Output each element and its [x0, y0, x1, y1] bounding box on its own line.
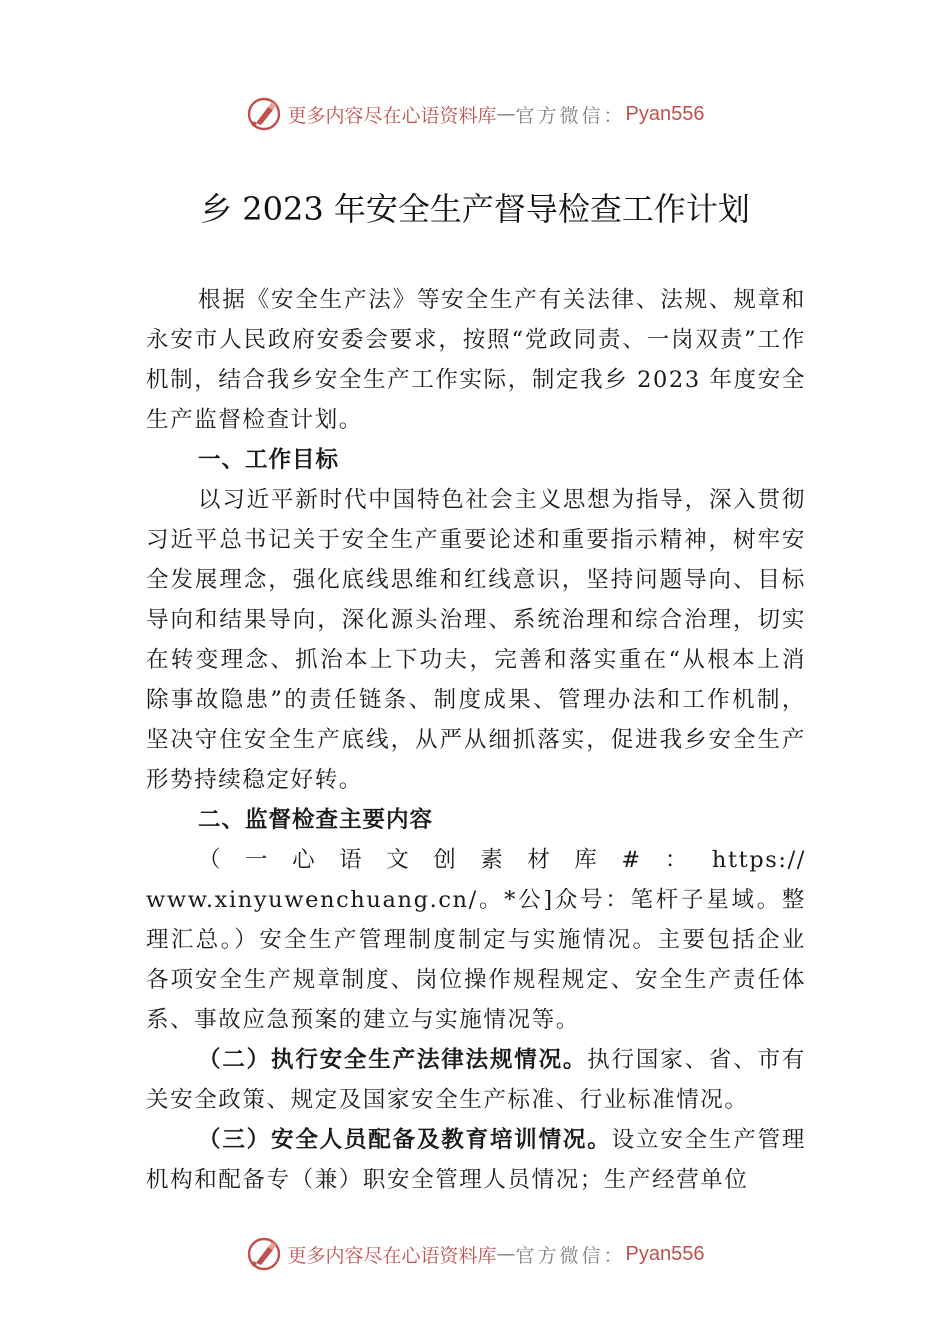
pen-nib-logo-icon: [246, 1236, 282, 1272]
item3-heading: （三）安全人员配备及教育培训情况。: [198, 1127, 612, 1153]
item1-char: 库: [574, 847, 599, 873]
item2-heading: （二）执行安全生产法律法规情况。: [198, 1047, 588, 1073]
item1-char: 材: [527, 847, 552, 873]
intro-paragraph: 根据《安全生产法》等安全生产有关法律、法规、规章和永安市人民政府安委会要求，按照“党政同责、一岗双责”工作机制，结合我乡安全生产工作实际，制定我乡 2023 年度安全生产监督检查计划。: [146, 287, 806, 433]
item3-body: 设立安全生产管理机构和配备专（兼）职安全管理人员情况；生产经营单位: [146, 1127, 806, 1193]
item1-char: 文: [386, 847, 411, 873]
item1-char: https://: [711, 847, 806, 873]
item1-char: 素: [480, 847, 505, 873]
banner-separator: —: [496, 103, 516, 125]
item1-first-line: [146, 840, 806, 880]
item3-paragraph: [146, 1120, 806, 1200]
document-body: [146, 280, 806, 1200]
item2-paragraph: [146, 1040, 806, 1120]
document-title: 乡 2023 年安全生产督导检查工作计划: [200, 190, 750, 228]
item1-char: 语: [339, 847, 364, 873]
watermark-banner-top: [0, 92, 950, 136]
banner-wechat-id: Pyan556: [625, 102, 705, 125]
item1-char: 心: [292, 847, 317, 873]
pen-nib-logo-icon: [246, 96, 282, 132]
item1-char: （: [198, 847, 223, 873]
item2-body: 执行国家、省、市有关安全政策、规定及国家安全生产标准、行业标准情况。: [146, 1047, 806, 1113]
banner-wechat-label: 官方微信：: [515, 1244, 626, 1267]
watermark-banner-bottom: [0, 1232, 950, 1276]
banner-wechat-id: Pyan556: [625, 1242, 705, 1265]
item1-char: #: [621, 847, 642, 873]
item1-char: ：: [664, 847, 689, 873]
section-heading-content: 二、监督检查主要内容: [198, 807, 434, 833]
section-heading-goal: 一、工作目标: [198, 447, 340, 473]
item1-paragraph: www.xinyuwenchuang.cn/。*公]众号：笔杆子星域。整理汇总。）安全生产管理制度制定与实施情况。主要包括企业各项安全生产规章制度、岗位操作规程规定、安全生产责任体系、事故应急预案的建立与实施情况等。: [146, 887, 806, 1033]
banner-separator: —: [496, 1243, 516, 1265]
banner-text: 更多内容尽在心语资料库: [287, 1244, 497, 1267]
banner-text: 更多内容尽在心语资料库: [287, 104, 497, 127]
goal-paragraph: 以习近平新时代中国特色社会主义思想为指导，深入贯彻习近平总书记关于安全生产重要论述和重要指示精神，树牢安全发展理念，强化底线思维和红线意识，坚持问题导向、目标导向和结果导向，深化源头治理、系统治理和综合治理，切实在转变理念、抓治本上下功夫，完善和落实重在“从根本上消除事故隐患”的责任链条、制度成果、管理办法和工作机制，坚决守住安全生产底线，从严从细抓落实，促进我乡安全生产形势持续稳定好转。: [146, 487, 806, 793]
item1-char: 一: [245, 847, 270, 873]
item1-char: 创: [433, 847, 458, 873]
banner-wechat-label: 官方微信：: [515, 104, 626, 127]
